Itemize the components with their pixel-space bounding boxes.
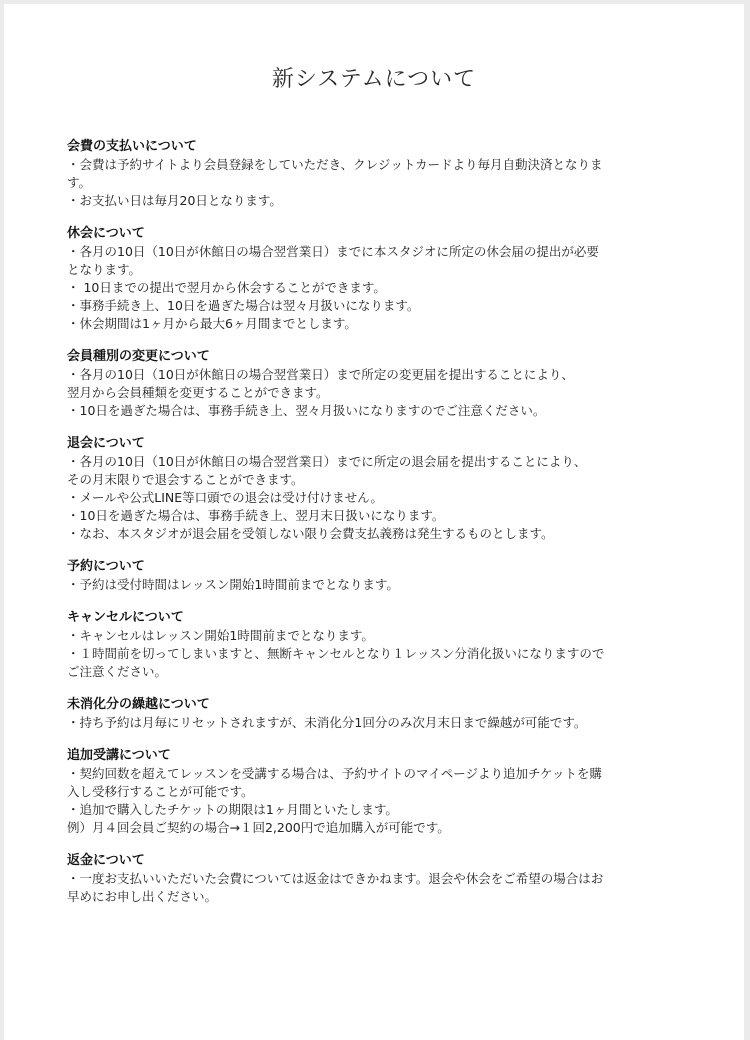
section-text-line: ・各月の10日（10日が休館日の場合翌営業日）まで所定の変更届を提出することにより、: [67, 367, 574, 382]
section: [67, 609, 707, 681]
page-title: 新システムについて: [271, 67, 477, 92]
section-text-line: ・事務手続き上、10日を過ぎた場合は翌々月扱いになります。: [67, 298, 420, 313]
section-text-line: 入し受移行することが可能です。: [67, 784, 254, 799]
section-text-line: ・お支払い日は毎月20日となります。: [67, 193, 282, 208]
section: [67, 558, 707, 594]
section: [67, 747, 707, 837]
document-body: [67, 138, 707, 921]
section: [67, 696, 707, 732]
section: [67, 852, 707, 906]
section-text-line: ・メールや公式LINE等口頭での退会は受け付けません。: [67, 490, 383, 505]
section-heading: キャンセルについて: [67, 610, 184, 625]
section-text-line: ・休会期間は1ヶ月から最大6ヶ月間までとします。: [67, 316, 357, 331]
section-text-line: ・追加で購入したチケットの期限は1ヶ月間といたします。: [67, 802, 398, 817]
section-heading: 会員種別の変更について: [67, 349, 210, 364]
section-text-line: ・契約回数を超えてレッスンを受講する場合は、予約サイトのマイページより追加チケットを購: [67, 766, 602, 781]
section-heading: 予約について: [67, 559, 145, 574]
section-text-line: す。: [67, 175, 92, 190]
section: [67, 348, 707, 420]
section-text-line: 翌月から会員種類を変更することができます。: [67, 385, 329, 400]
section-text-line: ・一度お支払いいただいた会費については返金はできかねます。退会や休会をご希望の場合はお: [67, 871, 604, 886]
section-text-line: となります。: [67, 262, 142, 277]
section-text-line: ・予約は受付時間はレッスン開始1時間前までとなります。: [67, 577, 399, 592]
section-heading: 退会について: [67, 436, 145, 451]
section: [67, 225, 707, 333]
section-text-line: ご注意ください。: [67, 664, 168, 679]
section-text-line: ・10日を過ぎた場合は、事務手続き上、翌々月扱いになりますのでご注意ください。: [67, 403, 546, 418]
section-heading: 返金について: [67, 853, 145, 868]
section-text-line: ・各月の10日（10日が休館日の場合翌営業日）までに本スタジオに所定の休会届の提出が必要: [67, 244, 599, 259]
section-heading: 未消化分の繰越について: [67, 697, 210, 712]
section-text-line: ・会費は予約サイトより会員登録をしていただき、クレジットカードより毎月自動決済となりま: [67, 157, 603, 172]
section-text-line: その月末限りで退会することができます。: [67, 472, 304, 487]
section-heading: 休会について: [67, 226, 145, 241]
section: [67, 138, 707, 210]
section-text-line: ・10日を過ぎた場合は、事務手続き上、翌月末日扱いになります。: [67, 508, 445, 523]
document-page: [4, 4, 744, 1040]
section-text-line: ・キャンセルはレッスン開始1時間前までとなります。: [67, 628, 374, 643]
section-heading: 追加受講について: [67, 748, 171, 763]
section-text-line: 早めにお申し出ください。: [67, 889, 218, 904]
section-text-line: 例）月４回会員ご契約の場合→１回2,200円で追加購入が可能です。: [67, 820, 450, 835]
section-heading: 会費の支払いについて: [67, 139, 197, 154]
section-text-line: ・なお、本スタジオが退会届を受領しない限り会費支払義務は発生するものとします。: [67, 526, 554, 541]
section-text-line: ・持ち予約は月毎にリセットされますが、未消化分1回分のみ次月末日まで繰越が可能です。: [67, 715, 587, 730]
section-text-line: ・１時間前を切ってしまいますと、無断キャンセルとなり１レッスン分消化扱いになりますので: [67, 646, 605, 661]
section-text-line: ・ 10日までの提出で翌月から休会することができます。: [67, 280, 386, 295]
section: [67, 435, 707, 543]
section-text-line: ・各月の10日（10日が休館日の場合翌営業日）までに所定の退会届を提出することにより、: [67, 454, 587, 469]
